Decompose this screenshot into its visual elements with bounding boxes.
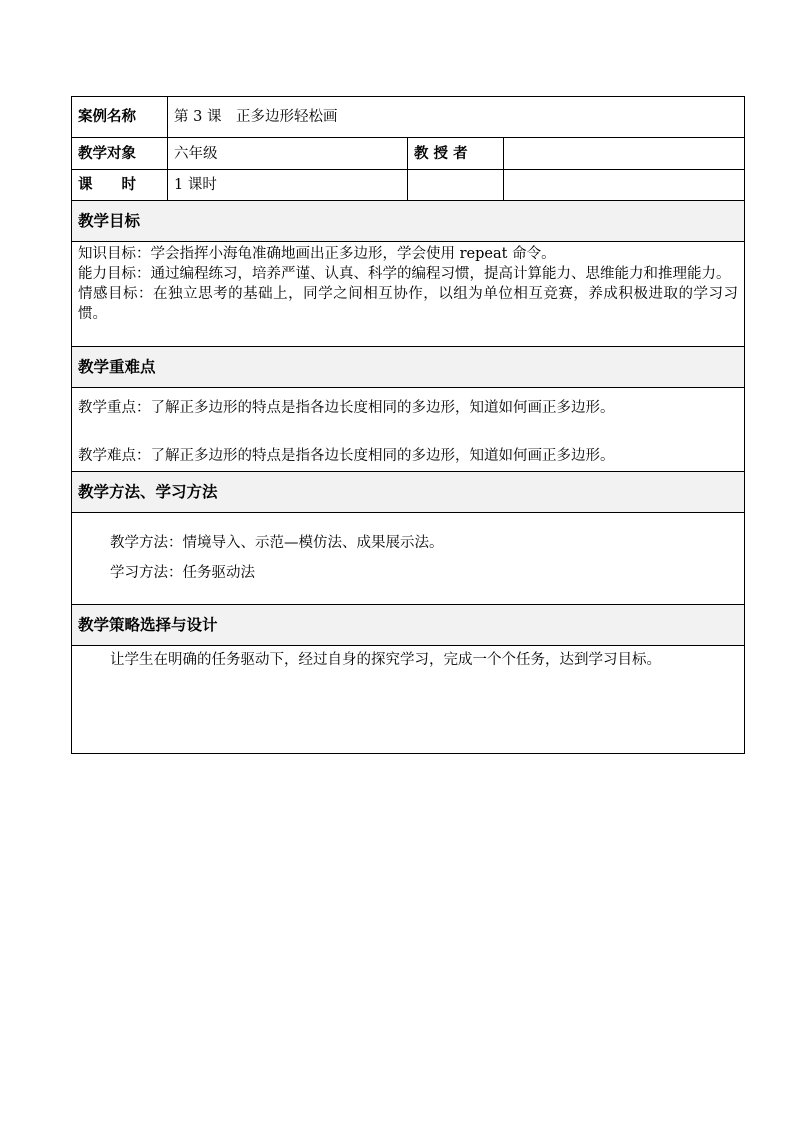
- period-label: 课 时: [72, 170, 168, 201]
- key-points-header-row: [72, 347, 745, 388]
- key-points-title: 教学重难点: [72, 347, 745, 388]
- objective-emotion: 情感目标：在独立思考的基础上，同学之间相互协作，以组为单位相互竞赛，养成积极进取的学习习惯。: [78, 286, 739, 322]
- methods-header-row: [72, 472, 745, 513]
- objectives-body: [72, 242, 745, 347]
- objectives-header-row: [72, 201, 745, 242]
- case-name-value: 第 3 课 正多边形轻松画: [168, 97, 745, 138]
- strategy-body: [72, 646, 745, 754]
- teacher-label: 教 授 者: [408, 138, 504, 170]
- methods-body: [72, 513, 745, 605]
- learning-method: 学习方法：任务驱动法: [110, 565, 255, 581]
- methods-body-row: [72, 513, 745, 605]
- teacher-value: [504, 138, 745, 170]
- strategy-title: 教学策略选择与设计: [72, 605, 745, 646]
- strategy-body-row: [72, 646, 745, 754]
- objectives-body-row: [72, 242, 745, 347]
- period-value: 1 课时: [168, 170, 408, 201]
- strategy-header-row: [72, 605, 745, 646]
- teaching-method: 教学方法：情境导入、示范—模仿法、成果展示法。: [110, 535, 444, 551]
- period-row: [72, 170, 745, 201]
- lesson-plan-table: [71, 96, 745, 754]
- period-empty-cell-2: [504, 170, 745, 201]
- key-points-body: [72, 388, 745, 472]
- key-point-focus: 教学重点：了解正多边形的特点是指各边长度相同的多边形，知道如何画正多边形。: [78, 400, 615, 416]
- key-points-body-row: [72, 388, 745, 472]
- objective-knowledge: 知识目标：学会指挥小海龟准确地画出正多边形，学会使用 repeat 命令。: [78, 246, 556, 262]
- case-name-row: [72, 97, 745, 138]
- methods-title: 教学方法、学习方法: [72, 472, 745, 513]
- objective-ability: 能力目标：通过编程练习，培养严谨、认真、科学的编程习惯，提高计算能力、思维能力和推理能力。: [78, 266, 731, 282]
- period-empty-cell-1: [408, 170, 504, 201]
- key-point-difficulty: 教学难点：了解正多边形的特点是指各边长度相同的多边形，知道如何画正多边形。: [78, 448, 615, 464]
- audience-value: 六年级: [168, 138, 408, 170]
- audience-row: [72, 138, 745, 170]
- objectives-title: 教学目标: [72, 201, 745, 242]
- audience-label: 教学对象: [72, 138, 168, 170]
- strategy-text: 让学生在明确的任务驱动下，经过自身的探究学习，完成一个个任务，达到学习目标。: [110, 652, 661, 668]
- case-name-label: 案例名称: [72, 97, 168, 138]
